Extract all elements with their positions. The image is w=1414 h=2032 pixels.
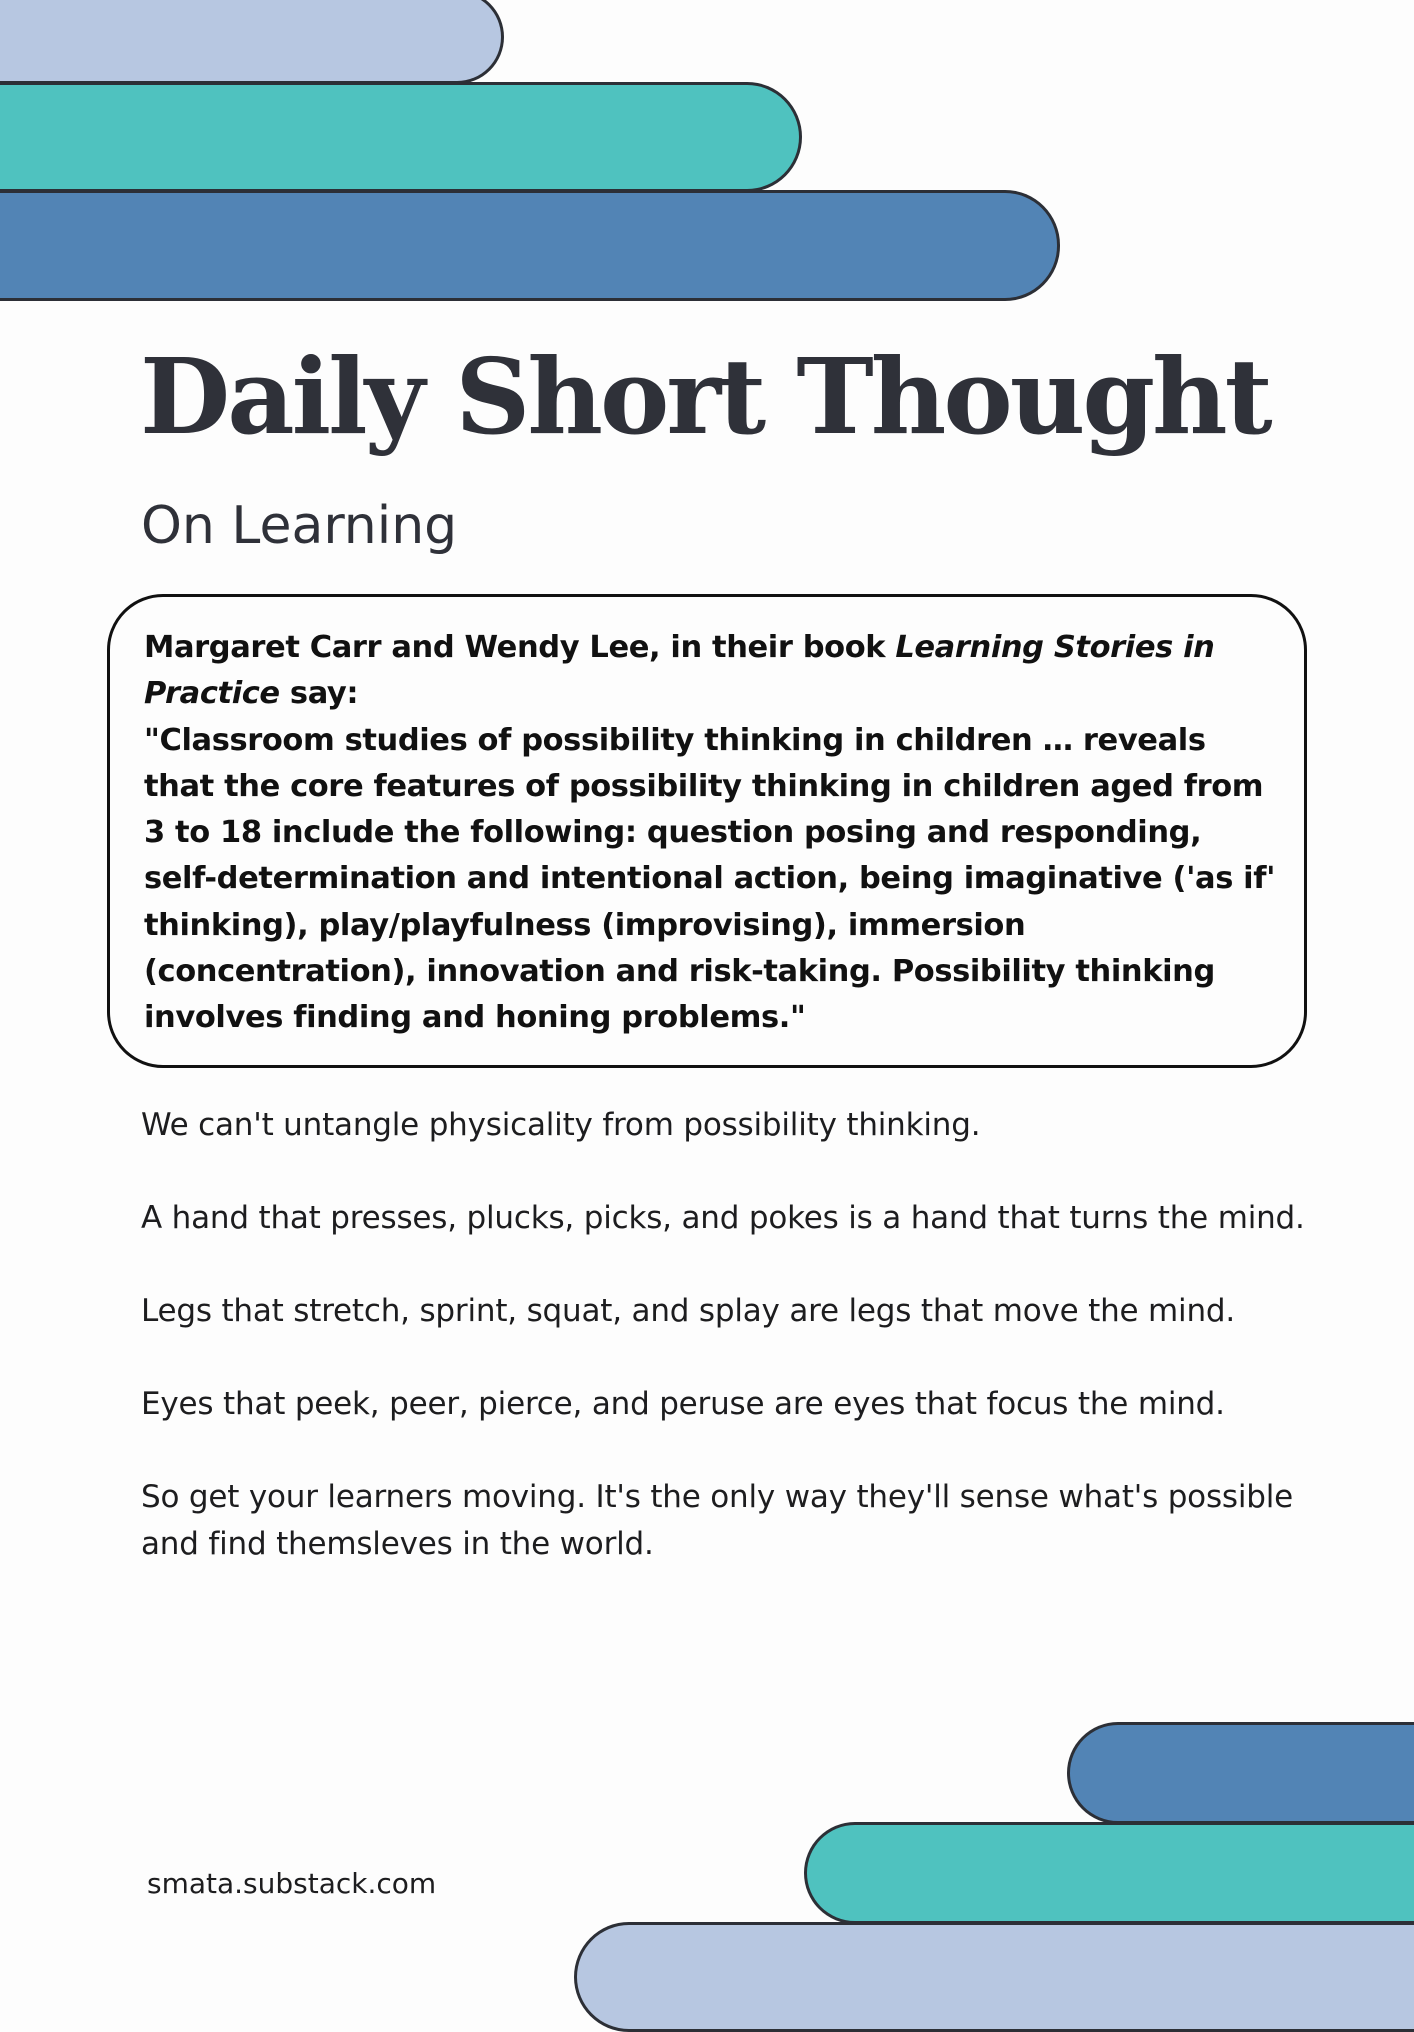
page-subtitle: On Learning <box>141 496 458 556</box>
decorative-bar-light-blue-bottom <box>574 1922 1414 2032</box>
quote-paragraph <box>144 625 1284 1042</box>
decorative-bar-teal-top <box>0 82 802 192</box>
decorative-bar-teal-bottom <box>804 1822 1414 1924</box>
body-paragraph: Legs that stretch, sprint, squat, and splay are legs that move the mind. <box>141 1293 1236 1329</box>
decorative-bar-light-blue-top <box>0 0 504 84</box>
body-paragraph: A hand that presses, plucks, picks, and pokes is a hand that turns the mind. <box>141 1200 1305 1236</box>
body-paragraph: So get your learners moving. It's the only way they'll sense what's possible and find themsleves in the world. <box>141 1479 1294 1562</box>
page-title: Daily Short Thought <box>140 335 1270 458</box>
footer-url: smata.substack.com <box>147 1867 437 1900</box>
body-paragraph: Eyes that peek, peer, pierce, and peruse are eyes that focus the mind. <box>141 1386 1225 1422</box>
quote-intro-end: say: <box>279 676 359 712</box>
body-text <box>141 1102 1321 1614</box>
quote-text: "Classroom studies of possibility thinking in children … reveals that the core features of possibility thinking in children aged from 3 to 18 include the following: question posing and responding, self-determination and intentional action, being imaginative ('as if' thinking), play/playfulness (improvising), immersion (concentration), innovation and risk-taking. Possibility thinking involves finding and honing problems." <box>144 722 1276 1036</box>
decorative-bar-blue-top <box>0 190 1060 301</box>
quote-intro: Margaret Carr and Wendy Lee, in their book <box>144 630 896 665</box>
body-paragraph: We can't untangle physicality from possibility thinking. <box>141 1107 981 1143</box>
decorative-bar-blue-bottom <box>1067 1722 1414 1824</box>
book-title: Learning Stories in Practice <box>144 630 1215 712</box>
quote-box <box>107 594 1307 1068</box>
